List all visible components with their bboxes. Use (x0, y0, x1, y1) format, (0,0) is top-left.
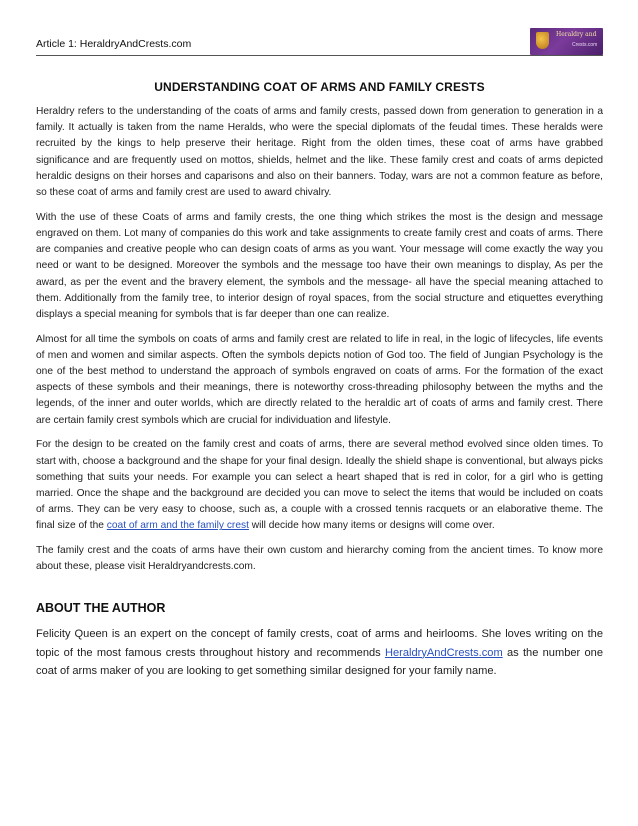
paragraph-3: Almost for all time the symbols on coats of arms and family crest are related to life in real, in the logic of lifecycles, life events of men and women and similar aspects. Often the symbols depicts notion of God too. The field of Jungian Psychology is the one of the best method to understand the approach of symbols engraved on coats of arms. For the formation of the exact aspects of these symbols and their meanings, there is noteworthy cross-threading philosophy between the myths and the legends, of the inner and outer worlds, which are directly related to the heraldic art of coats of arms and family crest. There are certain family crest symbols which are crucial for individuation and lifestyle. (36, 333, 603, 426)
paragraph-4-text-start: For the design to be created on the family crest and coats of arms, there are several method evolved since olden times. To start with, choose a background and the shape for your final design. Ideally the shield shape is conventional, but always picks something that suits your needs. For example you can select a heart shaped that is red in color, for a girl who is getting married. Once the shape and the background are decided you can move to select the items that would be included on coats of arms. They can be very easy to choose, such as, a couple with a crossed tennis racquets or an elaborative theme. The final size of the (36, 439, 603, 532)
paragraph-5: The family crest and the coats of arms have their own custom and hierarchy coming from the ancient times. To know more about these, please visit Heraldryandcrests.com. (36, 545, 603, 573)
author-bio-text-start: Felicity Queen is an expert on the concept of family crests, coat of arms and heirlooms. She loves writing on the topic of the most famous crests throughout history and recommends (36, 628, 603, 659)
site-logo[interactable] (530, 28, 603, 55)
paragraph-2: With the use of these Coats of arms and family crests, the one thing which strikes the most is the design and message engraved on them. Lot many of companies do this work and take assignments to create family crest and coats of arms. There are companies and creative people who can design coats of arms as you want. Your message will come exactly the way you need or want to be designed. Moreover the symbols and the message too have their own meanings to display, As per the award, as per the event and the bravery element, the symbols and the message- all have the special meaning attached to them. Additionally from the family tree, to interior design of royal spaces, from the social structure and etiquettes everything displays a special meaning for symbols that is far deeper than one can realize. (36, 211, 603, 320)
paragraph-1: Heraldry refers to the understanding of the coats of arms and family crests, passed down from generation to generation in a family. It actually is taken from the name Heralds, who were the special diplomats of the feudal times. These heralds were recruited by the kings to help preserve their heritage. Right from the olden times, these coat of arms have grabbed significance and are frequently used on mottos, shields, helmet and the like. These family crest and coats of arms depicted heraldic designs on their horses and caparisons and also on their banners. Today, wars are not a common feature as before, so these coat of arms and family crest are used to award chivalry. (36, 106, 603, 199)
article-body (36, 80, 603, 680)
author-heading: ABOUT THE AUTHOR (36, 601, 166, 616)
header-divider (36, 55, 603, 56)
heraldry-site-link[interactable]: HeraldryAndCrests.com (384, 646, 503, 659)
paragraph-4-text-end: will decide how many items or designs will come over. (248, 520, 495, 532)
author-bio-text-end: as the number one coat of arms maker of you are looking to get something similar designed for your family name. (36, 646, 603, 677)
author-bio (36, 625, 603, 680)
logo-text-line1: Heraldry and (556, 31, 597, 38)
paragraph-4 (36, 437, 603, 534)
article-title: UNDERSTANDING COAT OF ARMS AND FAMILY CRESTS (154, 80, 485, 94)
header-label: Article 1: HeraldryAndCrests.com (36, 38, 192, 50)
coat-of-arms-link[interactable]: coat of arm and the family crest (106, 520, 249, 532)
logo-text-line2: Crests.com (572, 42, 598, 48)
crest-icon (536, 32, 549, 49)
